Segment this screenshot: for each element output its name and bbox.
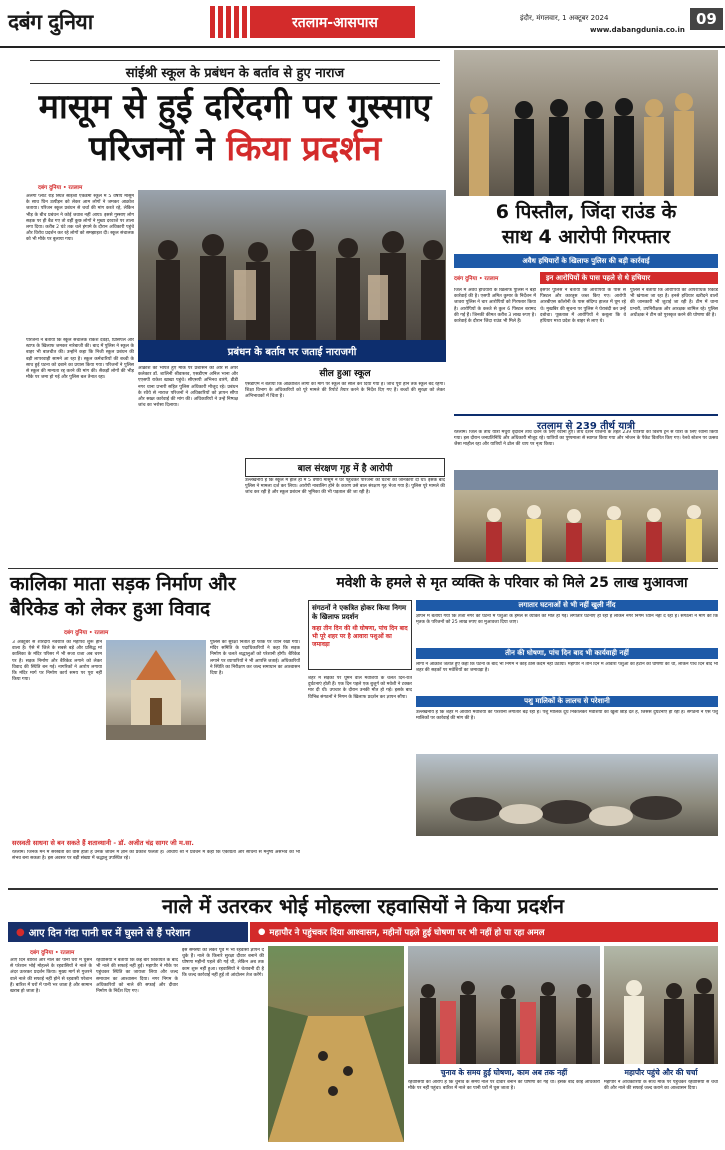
mavesh-body-4: शहर में सड़कों पर घूमने वाले मवेशियों के चलते दिन-रात दुर्घटनाएं होती हैं। एक दिन पहले एक बुजुर्ग को मवेशी ने टक्कर मार दी थी। उपचार के दौरान उनकी मौत हो गई। इसके बाद विभिन्न संगठनों ने निगम के खिलाफ प्रदर्शन कर ज्ञापन सौंपा। [308, 676, 412, 700]
newspaper-logo: दबंग दुनिया [8, 9, 93, 34]
cattle-photo [416, 754, 718, 836]
seal-title: सील हुआ स्कूल [319, 369, 371, 379]
lead-headline [20, 86, 450, 170]
lead-col2-body: आक्रोश को भांपते हुए मौके पर प्रशासन की ओर से अपर कलेक्टर डॉ. शालिनी श्रीवास्तव, एसडीएम अनिल भाना और एएसपी राकेश खाखा पहुंचे। सीएसपी अभिनव वारंगे, डीडी नगर थाना प्रभारी सहित पुलिस अधिकारी मौजूद रहे। प्रबंधन के रवैये से नाराज परिजनों ने अधिकारियों को ज्ञापन सौंपा और सख्त कार्रवाई की मांग की। अधिकारियों ने उन्हें निष्पक्ष जांच का भरोसा दिलाया। [138, 366, 238, 409]
lead-kicker: सांईश्री स्कूल के प्रबंधन के बर्ताव से हुए नाराज [30, 60, 440, 84]
mavesh-body-3: उल्लेखनीय है कि शहर में आवारा मवेशियों की परेशानी लगातार बढ़ रही है। पशु मालिक दूध निकालकर मवेशियों को खुला छोड़ देते हैं, जिससे दुर्घटनाएं हो रही हैं। संगठनों ने ऐसे पशु मालिकों पर कार्रवाई की मांग की है। [416, 710, 718, 722]
lead-body-2: परिजनों ने बताया कि स्कूल संचालक राकेश देवड़ा, प्रिंसिपल और स्टाफ के खिलाफ जमकर नारेबाजी की। बाद में पुलिस ने स्कूल के बाहर भी बातचीत की। उन्होंने कहा कि निजी स्कूल प्रबंधन की बड़ी लापरवाही सामने आ रहा है। स्कूल कर्मचारियों की बच्ची के साथ हुई घटना को दबाने का प्रयास किया गया। परिजनों ने पुलिस से स्कूल की मान्यता रद्द करने की मांग की। सैकड़ों लोगों की भीड़ मौके पर जमा हो गई और पुलिस बल तैनात रहा। [26, 338, 134, 381]
lead-byline: दबंग दुनिया • रतलाम [38, 185, 83, 191]
bhoi-body-2: रहवासियों ने बताया कि कई बार शिकायत के बाद भी नाले की सफाई नहीं हुई। महापौर ने मौके पर पहुंचकर स्थिति का जायजा लिया और जल्द समाधान का आश्वासन दिया। नगर निगम के अधिकारियों को नाले की सफाई और दीवार निर्माण के निर्देश दिए गए। [96, 958, 178, 995]
mavesh-body-1: ज्ञापन में बताया गया कि तेजा नगर की घटना में पशुओं के हमले से व्यक्ति की मौत हो गई। लगातार घटनाएं हो रही हैं लेकिन नगर निगम ध्यान नहीं दे रहा है। संगठनों ने मांग की कि मृतक के परिजनों को 25 लाख रुपए का मुआवजा दिया जाए। [416, 614, 718, 626]
arms-body-1: जिले में अवैध हथियारों के खिलाफ पुलिस ने बड़ी कार्रवाई की है। एसपी अमित कुमार के निर्देशन में जावरा पुलिस ने चार आरोपियों को गिरफ्तार किया है। आरोपियों के कब्जे से कुल 6 पिस्टल बरामद की गई हैं। जिनकी कीमत करीब 3 लाख रुपए है। कार्रवाई के दौरान जिंदा राउंड भी मिले हैं। [454, 288, 536, 325]
mavesh-photo-note [416, 840, 718, 884]
arms-bar: अवैध हथियारों के खिलाफ पुलिस की बड़ी कार्रवाई [454, 254, 718, 268]
arms-headline-line-1: 6 पिस्तौल, जिंदा राउंड के [495, 201, 677, 223]
mavesh-side-box-line-2: कहा तीन दिन की थी घोषणा, पांच दिन बाद भी पूरे शहर पर है आवारा पशुओं का जमावड़ा [312, 625, 408, 648]
bhoi-top-rule [8, 888, 718, 890]
mayor-photo [604, 946, 718, 1064]
nala-photo [268, 946, 404, 1142]
kalika-headline [10, 572, 300, 622]
crowd-illustration [138, 190, 446, 340]
bhoi-deck-1 [8, 922, 248, 942]
protest-photo [138, 190, 446, 340]
lead-headline-line-1: मासूम से हुई दरिंदगी पर गुस्साए [38, 87, 432, 127]
dateline: इंदौर, मंगलवार, 1 अक्टूबर 2024 [520, 14, 609, 22]
kalika-headline-line-2: बैरिकेड को लेकर हुआ विवाद [10, 598, 211, 620]
lead-headline-line-2 [20, 128, 450, 170]
nala-illustration [268, 946, 404, 1142]
section-banner: रतलाम-आसपास [255, 6, 415, 38]
arms-body-2: इसपर पुलिस ने बताया कि आरोपियों के पास से पिस्टल और कारतूस जब्त किए गए। आरोपी आरबीएस कॉलोनी के पास संदिग्ध हालत में घूम रहे थे। मुखबिर की सूचना पर पुलिस ने घेराबंदी कर उन्हें दबोचा। पूछताछ में आरोपियों ने कबूला कि वे हथियार मध्य प्रदेश के बाहर से लाए थे। [540, 288, 626, 325]
arms-subhead: इन आरोपियों के पास पहले से थे हथियार [540, 272, 718, 284]
temple-illustration [106, 640, 206, 740]
tirth-title: रतलाम से 239 तीर्थ यात्री [454, 414, 718, 432]
pilgrims-photo [454, 470, 718, 562]
section-divider [8, 568, 718, 569]
bullet-icon: ● [16, 926, 25, 938]
mavesh-bar-1: लगातार घटनाओं से भी नहीं खुली नींद [416, 600, 718, 611]
police-illustration [454, 50, 718, 196]
bhoi-caption-1-body: रहवासियों का आरोप है कि चुनाव के समय नाले पर दीवार बनाने की घोषणा की गई थी। इसके बाद कोई अधिकारी मौके पर नहीं पहुंचा। बारिश में नाले का पानी घरों में घुस जाता है। [408, 1080, 600, 1092]
bhoi-caption-2: महापौर पहुंचे और की चर्चा [624, 1068, 698, 1077]
residents-illustration [408, 946, 600, 1064]
kalika-body: 3 अक्टूबर से शारदीय नवरात्रि का महापर्व शुरू होने वाला है। ऐसे में जिले के सबसे बड़े और प्रसिद्ध मां कालिका के मंदिर परिसर में भी सजा धजा अब चरम पर है। सड़क निर्माण और बैरिकेड लगाने को लेकर विवाद की स्थिति बन गई। नागरिकों ने आरोप लगाया कि मंदिर मार्ग पर निर्माण कार्य समय पर पूरा नहीं किया गया। [12, 640, 102, 683]
arms-body-3: पुलिस ने बताया कि आरोपियों का आपराधिक रिकॉर्ड भी खंगाला जा रहा है। इनसे हथियार खरीदने वालों की जानकारी भी जुटाई जा रही है। टीम में थाना प्रभारी, उपनिरीक्षक और आरक्षक शामिल रहे। पुलिस अधीक्षक ने टीम को पुरस्कृत करने की घोषणा की है। [630, 288, 718, 318]
kalika-body-2: पुलिस की सुरक्षा नितांत ही फीके पर ध्यान रखा गया। मंदिर समिति के पदाधिकारियों ने कहा कि सड़क निर्माण के चलते श्रद्धालुओं को परेशानी होगी। बैरिकेड लगाने पर व्यापारियों ने भी आपत्ति जताई। अधिकारियों ने स्थिति का निरीक्षण कर जल्द समाधान का आश्वासन दिया है। [210, 640, 300, 677]
bhoi-headline: नाले में उतरकर भोई मोहल्ला रहवासियों ने किया प्रदर्शन [162, 894, 564, 918]
seal-body: एसडीएम ने बताया कि आक्रोशित लोगों की मांग पर स्कूल को सील कर दिया गया है। जांच पूरी होने तक स्कूल बंद रहेगा। शिक्षा विभाग के अधिकारियों को पूरे मामले की रिपोर्ट तैयार करने के निर्देश दिए गए हैं। बच्चों की सुरक्षा को लेकर अभिभावकों में चिंता है। [245, 382, 445, 400]
pilgrims-illustration [454, 470, 718, 562]
arrest-body: उल्लेखनीय है कि स्कूल में हाल ही में 5 वर्षीय मासूम ने घर पहुंचकर परिजनों को घटना की जानकारी दी थी। इसके बाद पुलिस ने मामला दर्ज कर लिया। आरोपी नाबालिग होने के कारण उसे बाल संरक्षण गृह भेजा गया है। पुलिस पूरे मामले की जांच कर रही है और स्कूल प्रबंधन की भूमिका की भी पड़ताल की जा रही है। [245, 478, 445, 496]
arms-byline: दबंग दुनिया • रतलाम [454, 276, 499, 282]
mayor-illustration [604, 946, 718, 1064]
section-banner-stripes [210, 6, 255, 38]
residents-photo [408, 946, 600, 1064]
page-number: 09 [690, 8, 723, 30]
mavesh-headline: मवेशी के हमले से मृत व्यक्ति के परिवार को मिले 25 लाख मुआवजा [336, 575, 688, 591]
temple-photo [106, 640, 206, 740]
police-photo [454, 50, 718, 196]
bhoi-deck-1-text: आए दिन गंदा पानी घर में घुसने से हैं परेशान [28, 928, 191, 939]
mavesh-bar-2: तीन की घोषणा, पांच दिन बाद भी कार्यवाही नहीं [416, 648, 718, 659]
mavesh-side-box-line-1: संगठनों ने एकत्रित होकर किया निगम के खिलाफ प्रदर्शन [312, 604, 407, 621]
tirth-body: रतलाम। जिले के तीर्थ यात्री मथुरा वृंदावन तीर्थ दर्शन के लिए रवाना हुए। तीर्थ दर्शन योजना के तहत 239 यात्रियों को विशेष ट्रेन से यात्रा के लिए रवाना किया गया। इस दौरान जनप्रतिनिधि और अधिकारी मौजूद रहे। यात्रियों का पुष्पमाला से स्वागत किया गया और भोजन के पैकेट वितरित किए गए। रेलवे स्टेशन पर उत्सव जैसा माहौल रहा और यात्रियों ने ढोल की थाप पर नृत्य किया। [454, 430, 718, 448]
quote-body: रतलाम। जिनके मन में सरस्वती का वास होता है उनके जीवन में ज्ञान का प्रकाश फैलता है। आचार्य श्री ने प्रवचन में कहा कि एकाग्रता और साधना से मनुष्य असंभव को भी संभव बना सकता है। इस अवसर पर बड़ी संख्या में श्रद्धालु उपस्थित रहे। [12, 850, 300, 862]
bullet-icon: ● [258, 927, 266, 937]
lead-headline-line-2a: परिजनों ने [88, 129, 227, 169]
bhoi-deck-2-text: महापौर ने पहुंचकर दिया आश्वासन, महीनों पहले हुई घोषणा पर भी नहीं हो पा रहा अमल [269, 927, 545, 938]
arms-headline-line-2: साथ 4 आरोपी गिरफ्तार [502, 226, 670, 248]
bhoi-deck-2 [250, 922, 718, 942]
site-url: www.dabangdunia.co.in [590, 26, 685, 34]
quote-headline: सरस्वती साधना से बन सकते हैं शताव्धानी - डॉ. अजीत चंद्र सागर जी म.सा. [12, 839, 194, 847]
kalika-headline-line-1: कालिका माता सड़क निर्माण और [10, 573, 236, 595]
arrest-title: बाल संरक्षण गृह में है आरोपी [245, 458, 445, 477]
bhoi-byline: दबंग दुनिया • रतलाम [30, 950, 75, 956]
mavesh-side-box [308, 600, 412, 670]
masthead [0, 0, 725, 48]
cattle-illustration [416, 754, 718, 836]
bhoi-caption-1: चुनाव के समय हुई घोषणा, काम अब तक नहीं [440, 1068, 568, 1077]
mavesh-bar-3: पशु मालिकों के लालच से परेशानी [416, 696, 718, 707]
bhoi-body-3: इस समस्या को लेकर पूर्व में भी रहवासी ज्ञापन दे चुके हैं। नाले के किनारे सुरक्षा दीवार बनाने की घोषणा महीनों पहले की गई थी, लेकिन अब तक काम शुरू नहीं हुआ। रहवासियों ने चेतावनी दी है कि जल्द कार्रवाई नहीं हुई तो आंदोलन तेज करेंगे। [182, 948, 264, 978]
bhoi-body-1: आए दिन बारिश और नाले का पानी घरों में घुसने से परेशान भोई मोहल्ले के रहवासियों ने नाले के अंदर उतरकर प्रदर्शन किया। मुख्य मार्ग से गुजरने वाले नाले की सफाई नहीं होने से रहवासी परेशान हैं। बारिश में घरों में पानी भर जाता है और सामान खराब हो जाता है। [10, 958, 92, 995]
bhoi-caption-2-body: महापौर ने अधिकारियों के साथ मौके पर पहुंचकर रहवासियों से चर्चा की और नाले की सफाई जल्द कराने का आश्वासन दिया। [604, 1080, 718, 1092]
kalika-byline: दबंग दुनिया • रतलाम [64, 630, 109, 636]
mavesh-body-2: लोगों ने आक्रोश जताते हुए कहा कि घटना के बाद भी निगम ने कोई ठोस कदम नहीं उठाया। महापौर ने तीन दिन में आवारा पशुओं को हटाने की घोषणा की थी, लेकिन पांच दिन बाद भी शहर की सड़कों पर मवेशियों का जमावड़ा है। [416, 662, 718, 674]
arms-headline [454, 200, 718, 250]
lead-body: अलगी प्लॉट रोड़ स्थित सांईश्री एकेडमी स्कूल में 5 वर्षीय मासूम के साथ घिन उत्पीड़न को लेकर आम लोगों ने जमकर आक्रोश जताया। परिजन स्कूल प्रबंधन से चर्चा की मांग करते रहे, लेकिन भीड़ के बीच प्रबंधन ने कोई जवाब नहीं आया। इससे गुस्साए लोग सड़क पर ही बैठ गए तो वहीं कुछ लोगों ने मुख्य दरवाजे पर ताला लगा दिया। करीब 2 घंटे तक चले हंगामे के दौरान अधिकारी पहुंचे और विरोध प्रदर्शन कर रहे लोगों को समझाइश दी। स्कूल संचालक को भी मौके पर बुलाया गया। [26, 194, 134, 243]
lead-headline-line-2b: किया प्रदर्शन [226, 129, 382, 169]
lead-photo-caption: प्रबंधन के बर्ताव पर जताई नाराजगी [138, 340, 446, 362]
